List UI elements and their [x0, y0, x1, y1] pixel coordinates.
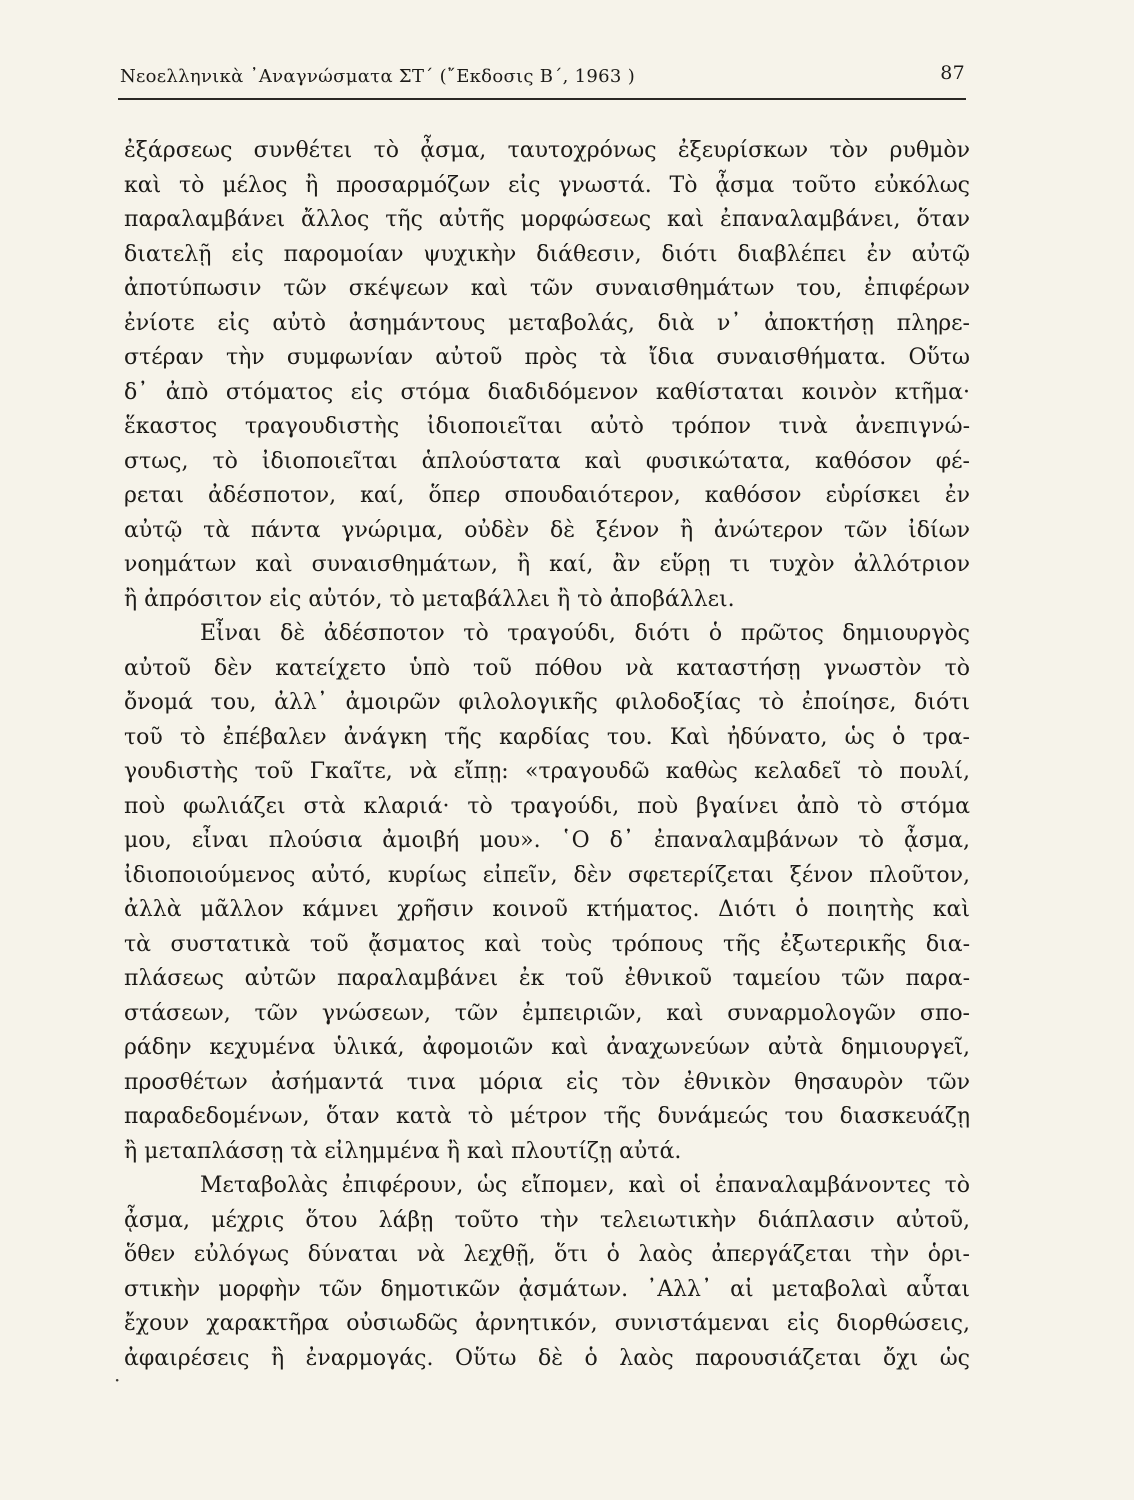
text-line: ράδην κεχυμένα ὑλικά, ἀφομοιῶν καὶ ἀναχωνεύων αὐτὰ δημιουργεῖ, — [124, 1035, 970, 1060]
text-line: ἔχουν χαρακτῆρα οὐσιωδῶς ἀρνητικόν, συνιστάμεναι εἰς διορθώσεις, — [124, 1311, 970, 1336]
text-line: στικὴν μορφὴν τῶν δημοτικῶν ᾀσμάτων. ᾿Αλλ᾽ αἱ μεταβολαὶ αὗται — [124, 1276, 970, 1302]
text-line: ποὺ φωλιάζει στὰ κλαριά· τὸ τραγούδι, ποὺ βγαίνει ἀπὸ τὸ στόμα — [124, 793, 970, 819]
text-line: Εἶναι δὲ ἀδέσποτον τὸ τραγούδι, διότι ὁ πρῶτος δημιουργὸς — [200, 621, 970, 646]
header-rule — [118, 98, 966, 100]
text-line: τὰ συστατικὰ τοῦ ᾄσματος καὶ τοὺς τρόπους τῆς ἐξωτερικῆς δια- — [124, 931, 970, 957]
body-text — [124, 134, 970, 1376]
text-line: αὐτοῦ δὲν κατείχετο ὑπὸ τοῦ πόθου νὰ καταστήσῃ γνωστὸν τὸ — [124, 655, 970, 681]
text-line: στως, τὸ ἰδιοποιεῖται ἁπλούστατα καὶ φυσικώτατα, καθόσον φέ- — [124, 448, 970, 474]
text-line: πλάσεως αὐτῶν παραλαμβάνει ἐκ τοῦ ἐθνικοῦ ταμείου τῶν παρα- — [124, 966, 970, 991]
running-head — [120, 62, 965, 94]
text-line: μου, εἶναι πλούσια ἀμοιβή μου». ῾Ο δ᾽ ἐπαναλαμβάνων τὸ ᾆσμα, — [124, 828, 970, 853]
text-line: ρεται ἀδέσποτον, καί, ὅπερ σπουδαιότερον, καθόσον εὑρίσκει ἐν — [124, 483, 970, 508]
text-line: ἕκαστος τραγουδιστὴς ἰδιοποιεῖται αὐτὸ τρόπον τινὰ ἀνεπιγνώ- — [124, 414, 970, 439]
running-head-title: Νεοελληνικὰ ᾿Αναγνώσματα ΣΤ΄ (῎Εκδοσις Β΄, 1963 ) — [120, 66, 636, 87]
text-line: νοημάτων καὶ συναισθημάτων, ἢ καί, ἂν εὕρῃ τι τυχὸν ἀλλότριον — [124, 552, 970, 577]
text-line: παραδεδομένων, ὅταν κατὰ τὸ μέτρον τῆς δυνάμεώς του διασκευάζῃ — [124, 1104, 970, 1129]
text-line: αὐτῷ τὰ πάντα γνώριμα, οὐδὲν δὲ ξένον ἢ ἀνώτερον τῶν ἰδίων — [124, 517, 970, 543]
text-line: προσθέτων ἀσήμαντά τινα μόρια εἰς τὸν ἐθνικὸν θησαυρὸν τῶν — [124, 1069, 970, 1095]
text-line: στάσεων, τῶν γνώσεων, τῶν ἐμπειριῶν, καὶ συναρμολογῶν σπο- — [124, 1000, 970, 1026]
text-line: ὄνομά του, ἀλλ᾽ ἀμοιρῶν φιλολογικῆς φιλοδοξίας τὸ ἐποίησε, διότι — [124, 690, 970, 715]
text-line: ᾆσμα, μέχρις ὅτου λάβῃ τοῦτο τὴν τελειωτικὴν διάπλασιν αὐτοῦ, — [124, 1207, 970, 1233]
text-line: ὅθεν εὐλόγως δύναται νὰ λεχθῇ, ὅτι ὁ λαὸς ἀπεργάζεται τὴν ὁρι- — [124, 1242, 970, 1267]
text-line: ἰδιοποιούμενος αὐτό, κυρίως εἰπεῖν, δὲν σφετερίζεται ξένον πλοῦτον, — [124, 862, 970, 888]
text-line: Μεταβολὰς ἐπιφέρουν, ὡς εἴπομεν, καὶ οἱ ἐπαναλαμβάνοντες τὸ — [200, 1173, 970, 1198]
text-line: ἐνίοτε εἰς αὐτὸ ἀσημάντους μεταβολάς, διὰ ν᾽ ἀποκτήσῃ πληρε- — [124, 310, 970, 336]
text-line: ἀφαιρέσεις ἢ ἐναρμογάς. Οὕτω δὲ ὁ λαὸς παρουσιάζεται ὄχι ὡς — [124, 1345, 970, 1371]
text-line: ἐξάρσεως συνθέτει τὸ ᾆσμα, ταυτοχρόνως ἐξευρίσκων τὸν ρυθμὸν — [124, 138, 970, 163]
text-line: ἀποτύπωσιν τῶν σκέψεων καὶ τῶν συναισθημάτων του, ἐπιφέρων — [124, 276, 970, 301]
text-line: ἀλλὰ μᾶλλον κάμνει χρῆσιν κοινοῦ κτήματος. Διότι ὁ ποιητὴς καὶ — [124, 897, 970, 922]
margin-mark: · — [114, 1368, 121, 1392]
text-line: ἢ μεταπλάσσῃ τὰ εἰλημμένα ἢ καὶ πλουτίζῃ αὐτά. — [124, 1138, 682, 1164]
text-line: γουδιστὴς τοῦ Γκαῖτε, νὰ εἴπῃ: «τραγουδῶ καθὼς κελαδεῖ τὸ πουλί, — [124, 759, 970, 784]
text-line: δ᾽ ἀπὸ στόματος εἰς στόμα διαδιδόμενον καθίσταται κοινὸν κτῆμα· — [124, 379, 970, 405]
text-line: τοῦ τὸ ἐπέβαλεν ἀνάγκη τῆς καρδίας του. Καὶ ἠδύνατο, ὡς ὁ τρα- — [124, 724, 970, 750]
text-line: καὶ τὸ μέλος ἢ προσαρμόζων εἰς γνωστά. Τὸ ᾆσμα τοῦτο εὐκόλως — [124, 172, 970, 198]
page-number: 87 — [940, 62, 965, 84]
text-line: διατελῇ εἰς παρομοίαν ψυχικὴν διάθεσιν, διότι διαβλέπει ἐν αὐτῷ — [124, 241, 970, 267]
text-line: στέραν τὴν συμφωνίαν αὐτοῦ πρὸς τὰ ἴδια συναισθήματα. Οὕτω — [124, 345, 970, 370]
text-line: παραλαμβάνει ἄλλος τῆς αὐτῆς μορφώσεως καὶ ἐπαναλαμβάνει, ὅταν — [124, 207, 970, 232]
text-line: ἢ ἀπρόσιτον εἰς αὐτόν, τὸ μεταβάλλει ἢ τὸ ἀποβάλλει. — [124, 586, 735, 612]
